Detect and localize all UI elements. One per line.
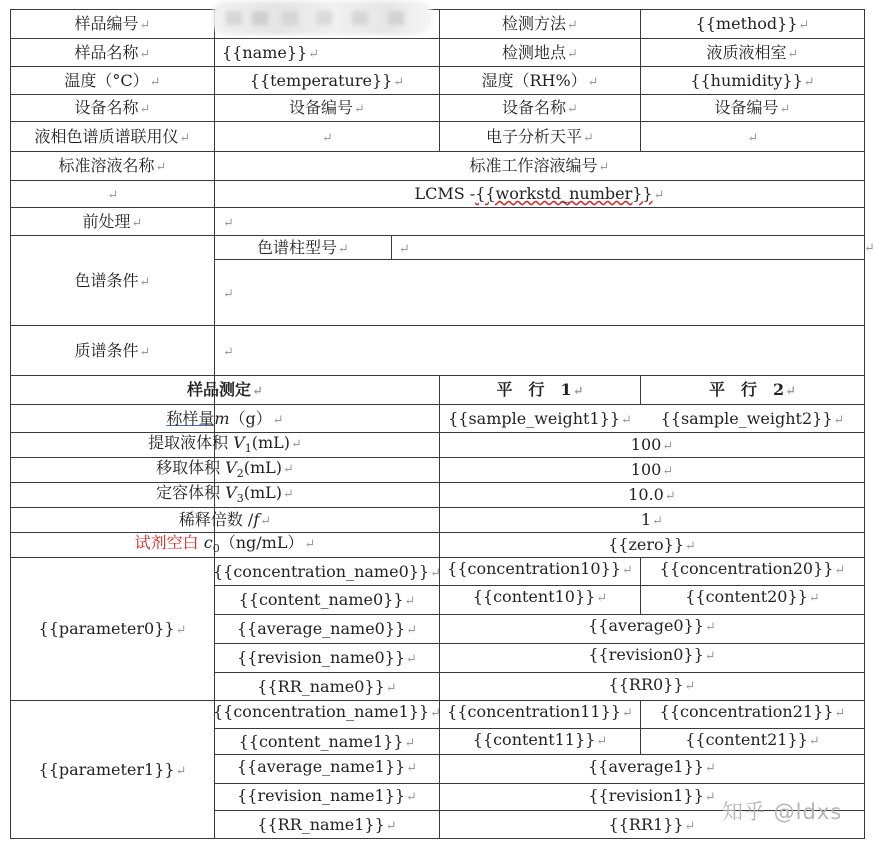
parallel-1-header: 平 行 1 ↵ xyxy=(440,376,640,404)
rr-1[interactable]: {{RR1}} ↵ xyxy=(440,811,864,838)
temperature-value[interactable]: {{temperature}} ↵ xyxy=(215,67,439,94)
ms-conditions-value[interactable] xyxy=(222,326,862,375)
instrument-balance-id[interactable] xyxy=(641,122,864,151)
reagent-blank-label: 试剂空白 $c_0(ng/mL)$ ↵ xyxy=(11,533,439,557)
pretreatment-value[interactable] xyxy=(222,208,862,235)
revision-0[interactable]: {{revision0}} ↵ xyxy=(440,644,864,666)
std-solution-name-header: 标准溶液名称 ↵ xyxy=(11,152,214,180)
sample-name-value[interactable]: {{name}} ↵ xyxy=(222,39,439,66)
dilution-factor-label: 稀释倍数 /f ↵ xyxy=(11,508,439,532)
rr-0[interactable]: {{RR0}} ↵ xyxy=(440,673,864,697)
chromatography-label: 色谱条件 ↵ xyxy=(11,236,214,325)
average-1[interactable]: {{average1}} ↵ xyxy=(440,755,864,778)
method-value[interactable]: {{method}} ↵ xyxy=(641,10,864,38)
content-name-1: {{content_name1}} ↵ xyxy=(215,729,439,754)
transfer-volume-value[interactable]: 100 ↵ xyxy=(440,458,864,482)
std-solution-name-value[interactable] xyxy=(11,181,214,207)
content-10[interactable]: {{content10}} ↵ xyxy=(440,586,640,608)
std-working-id-value[interactable]: LCMS -{{workstd_number}} ↵ xyxy=(215,181,864,207)
location-value[interactable]: 液质液相室 ↵ xyxy=(641,39,864,66)
paragraph-mark: ↵ xyxy=(864,241,875,256)
revision-name-0: {{revision_name0}} ↵ xyxy=(215,644,439,672)
transfer-volume-label: 移取体积 $V_2(mL)$ ↵ xyxy=(11,458,439,482)
concentration-name-1: {{concentration_name1}} ↵ xyxy=(215,701,439,722)
sample-weight-1[interactable]: {{sample_weight1}} ↵ xyxy=(440,405,640,432)
revision-name-1: {{revision_name1}} ↵ xyxy=(215,784,439,808)
measurement-header: 样品测定 ↵ xyxy=(11,376,439,404)
sample-weight-label: 称样量m（g） ↵ xyxy=(11,405,439,432)
column-model-value[interactable] xyxy=(398,236,858,259)
rr-name-0: {{RR_name0}} ↵ xyxy=(215,673,439,700)
parameter-1-label: {{parameter1}} ↵ xyxy=(11,701,214,838)
parallel-2-header: 平 行 2 ↵ xyxy=(641,376,864,404)
column-model-label: 色谱柱型号 ↵ xyxy=(215,236,391,259)
location-label: 检测地点 ↵ xyxy=(440,39,640,66)
concentration-21[interactable]: {{concentration21}} ↵ xyxy=(641,701,864,722)
equipment-name-header-2: 设备名称 ↵ xyxy=(440,95,640,121)
sample-name-label: 样品名称 ↵ xyxy=(11,39,214,66)
pretreatment-label: 前处理 ↵ xyxy=(11,208,214,235)
extract-volume-value[interactable]: 100 ↵ xyxy=(440,433,864,457)
equipment-name-header-1: 设备名称 ↵ xyxy=(11,95,214,121)
content-21[interactable]: {{content21}} ↵ xyxy=(641,729,864,751)
concentration-11[interactable]: {{concentration11}} ↵ xyxy=(440,701,640,722)
humidity-label: 湿度（RH%） ↵ xyxy=(440,67,640,94)
std-working-id-header: 标准工作溶液编号 ↵ xyxy=(215,152,864,180)
average-name-1: {{average_name1}} ↵ xyxy=(215,755,439,778)
content-20[interactable]: {{content20}} ↵ xyxy=(641,586,864,608)
reagent-blank-value[interactable]: {{zero}} ↵ xyxy=(440,533,864,557)
average-name-0: {{average_name0}} ↵ xyxy=(215,615,439,643)
chromatography-value[interactable] xyxy=(222,260,862,325)
instrument-lcms-id[interactable] xyxy=(215,122,439,151)
ms-conditions-label: 质谱条件 ↵ xyxy=(11,326,214,375)
concentration-name-0: {{concentration_name0}} ↵ xyxy=(215,558,439,585)
humidity-value[interactable]: {{humidity}} ↵ xyxy=(641,67,864,94)
sample-weight-2[interactable]: {{sample_weight2}} ↵ xyxy=(641,405,864,432)
instrument-lcms-label: 液相色谱质谱联用仪 ↵ xyxy=(11,122,214,151)
content-name-0: {{content_name0}} ↵ xyxy=(215,586,439,614)
sample-id-label: 样品编号 ↵ xyxy=(11,10,214,38)
equipment-id-header-2: 设备编号 ↵ xyxy=(641,95,864,121)
redacted-sample-number xyxy=(212,1,432,35)
revision-1[interactable]: {{revision1}} ↵ xyxy=(440,784,864,808)
method-label: 检测方法 ↵ xyxy=(440,10,640,38)
dilution-factor-value[interactable]: 1 ↵ xyxy=(440,508,864,532)
parameter-0-label: {{parameter0}} ↵ xyxy=(11,558,214,700)
concentration-20[interactable]: {{concentration20}} ↵ xyxy=(641,558,864,579)
temperature-label: 温度（°C） ↵ xyxy=(11,67,214,94)
concentration-10[interactable]: {{concentration10}} ↵ xyxy=(440,558,640,579)
content-11[interactable]: {{content11}} ↵ xyxy=(440,729,640,751)
extract-volume-label: 提取液体积 $V_1(mL)$ ↵ xyxy=(11,433,439,457)
instrument-balance-label: 电子分析天平 ↵ xyxy=(440,122,640,151)
watermark: 知乎 @ldxs xyxy=(722,800,843,824)
average-0[interactable]: {{average0}} ↵ xyxy=(440,615,864,637)
final-volume-value[interactable]: 10.0 ↵ xyxy=(440,483,864,507)
final-volume-label: 定容体积 $V_3(mL)$ ↵ xyxy=(11,483,439,507)
rr-name-1: {{RR_name1}} ↵ xyxy=(215,811,439,838)
equipment-id-header-1: 设备编号 ↵ xyxy=(215,95,439,121)
